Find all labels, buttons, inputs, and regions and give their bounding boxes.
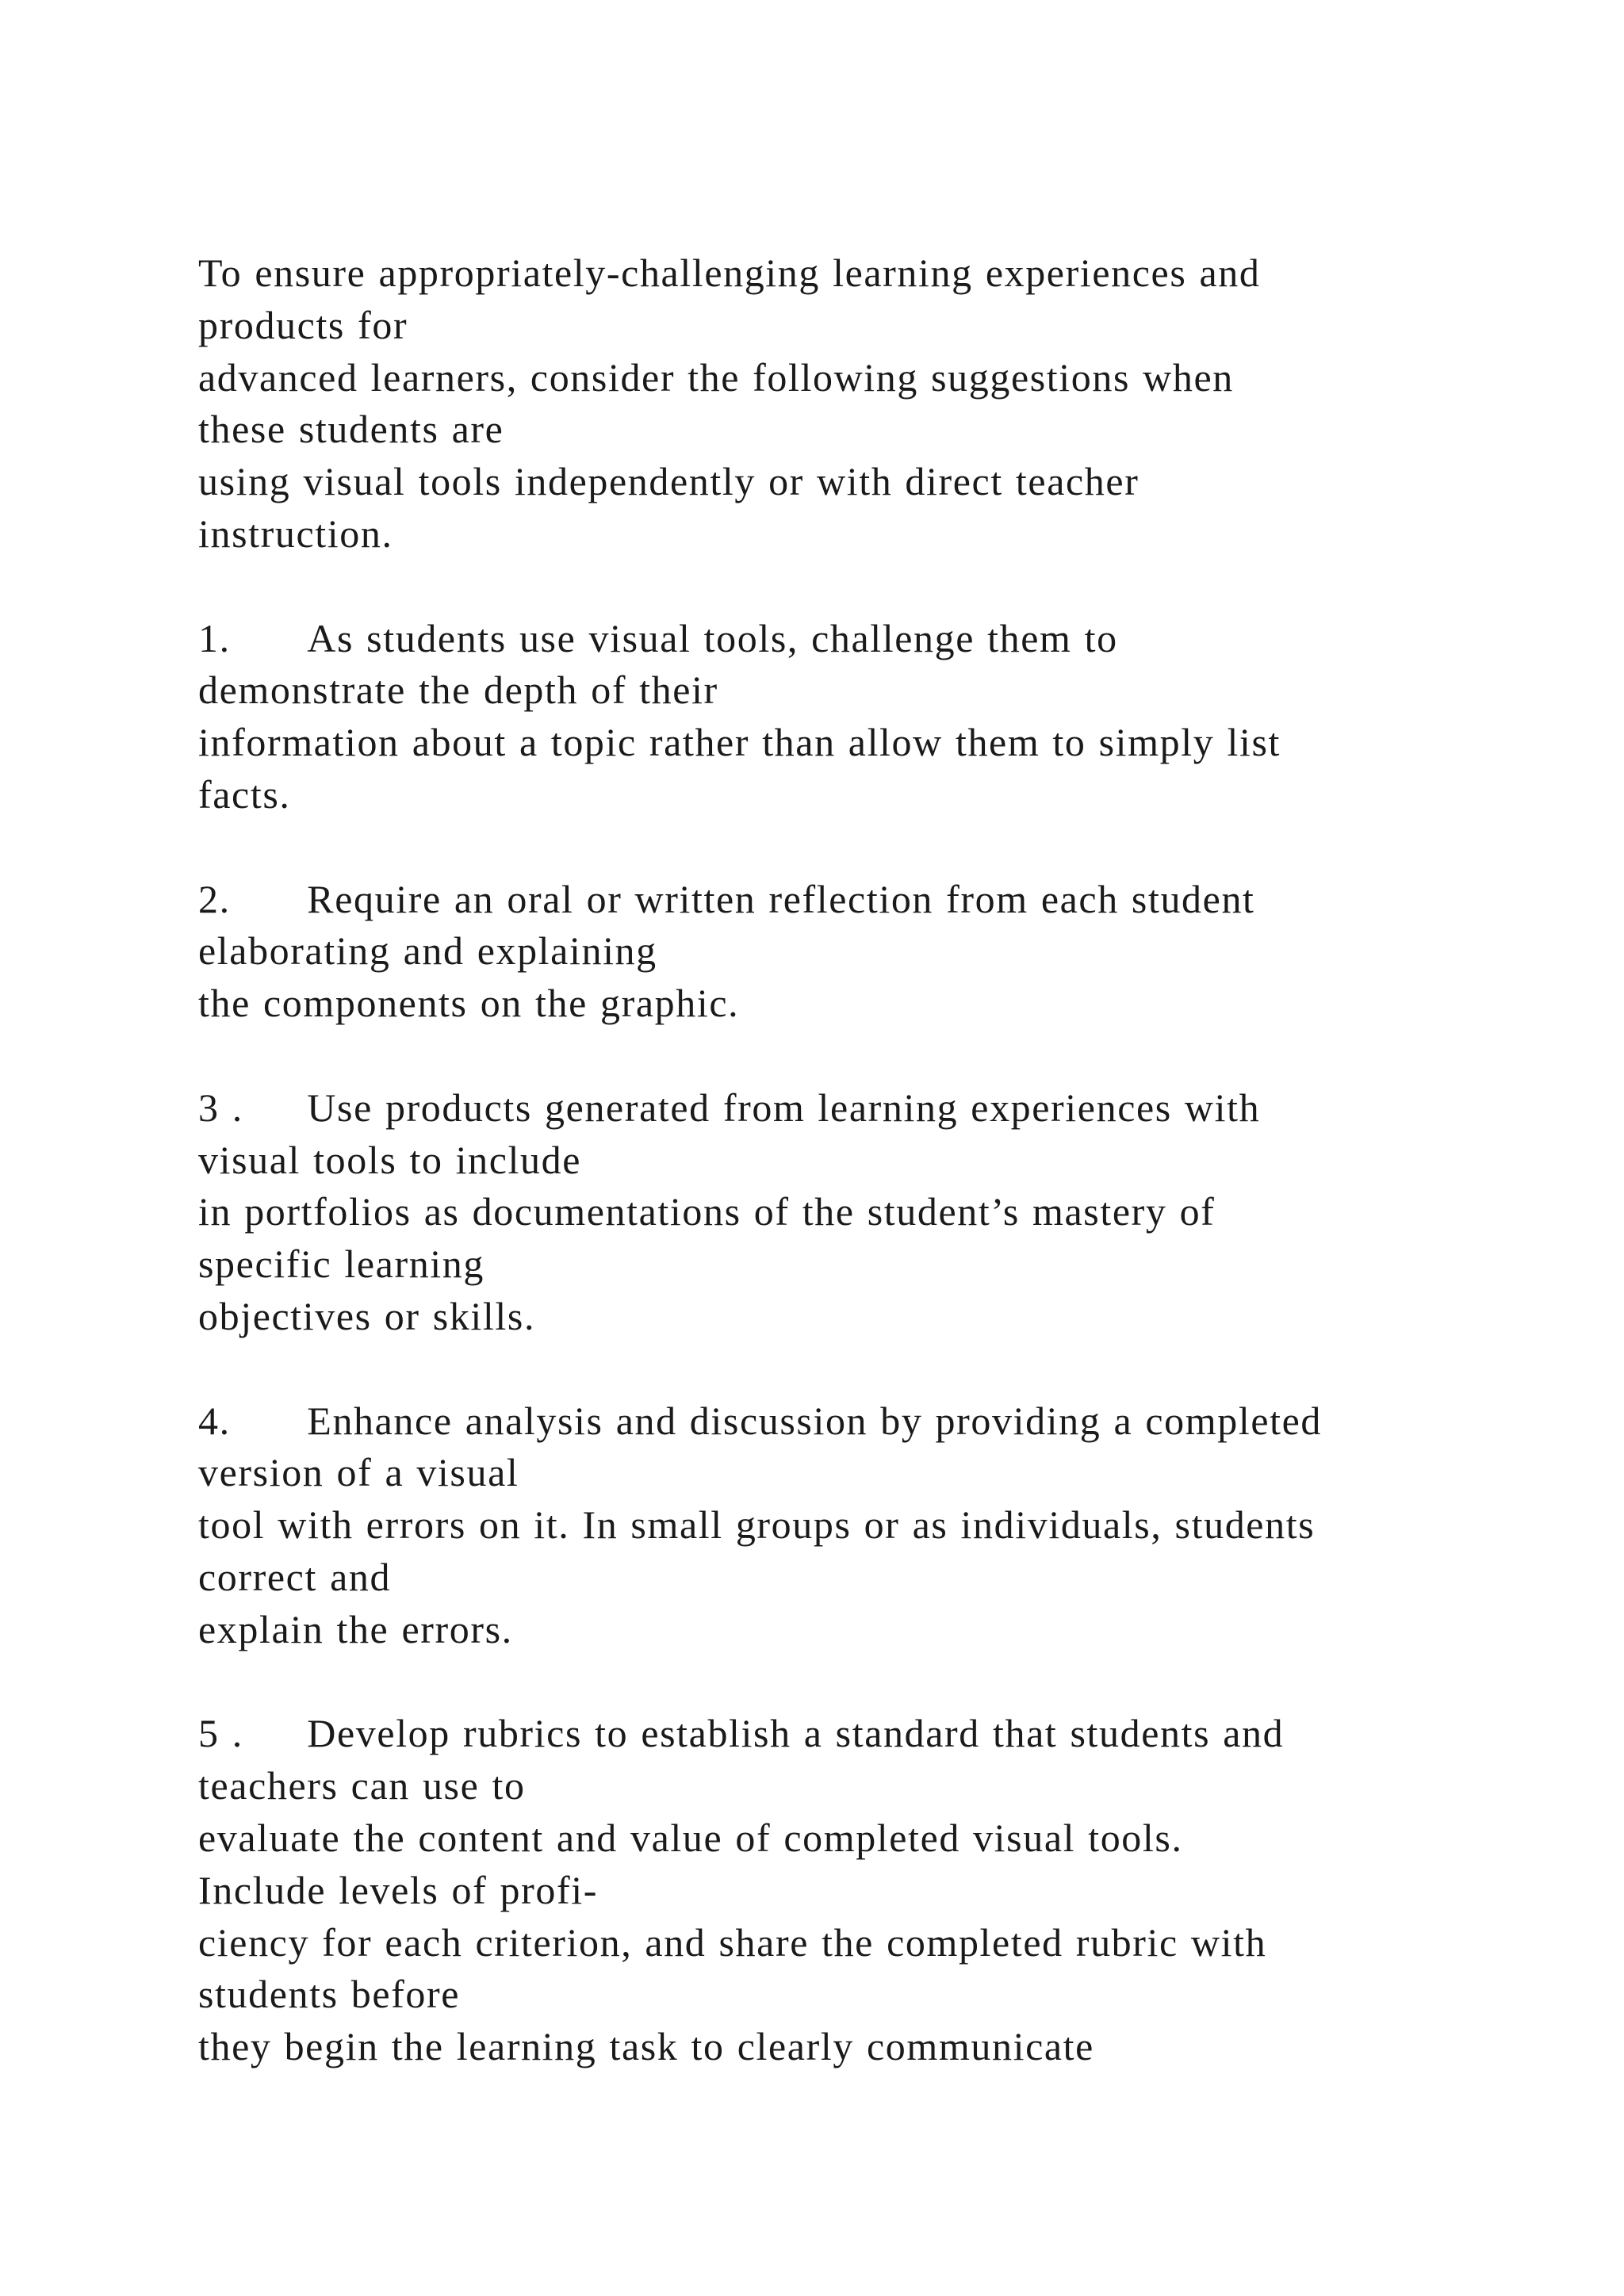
text-line: 1. As students use visual tools, challenge them to: [198, 615, 1118, 660]
text-line: facts.: [198, 771, 291, 817]
text-line: correct and: [198, 1554, 392, 1599]
text-line: version of a visual: [198, 1450, 519, 1495]
text-line: the components on the graphic.: [198, 981, 740, 1026]
text-line: demonstrate the depth of their: [198, 668, 718, 713]
text-line: using visual tools independently or with direct teacher: [198, 459, 1139, 504]
text-line: 4. Enhance analysis and discussion by providing a completed: [198, 1398, 1323, 1443]
text-line: 5 . Develop rubrics to establish a standard that students and: [198, 1711, 1285, 1756]
text-line: 3 . Use products generated from learning experiences with: [198, 1085, 1261, 1130]
paragraph-gap: [198, 561, 1507, 613]
paragraph-gap: [198, 1343, 1507, 1395]
list-item-5: [198, 1708, 1507, 2073]
text-line: these students are: [198, 407, 504, 452]
text-line: To ensure appropriately-challenging learning experiences and: [198, 251, 1261, 295]
text-line: evaluate the content and value of completed visual tools.: [198, 1815, 1183, 1860]
text-line: ciency for each criterion, and share the completed rubric with: [198, 1919, 1267, 1965]
text-line: visual tools to include: [198, 1137, 582, 1182]
text-line: they begin the learning task to clearly communicate: [198, 2024, 1094, 2069]
text-line: instruction.: [198, 511, 393, 556]
text-line: Include levels of profi-: [198, 1867, 598, 1912]
intro-paragraph: [198, 247, 1507, 561]
list-item-4: [198, 1395, 1507, 1656]
text-line: tool with errors on it. In small groups or as individuals, students: [198, 1502, 1316, 1548]
paragraph-gap: [198, 1656, 1507, 1709]
list-item-3: [198, 1082, 1507, 1343]
list-item-2: [198, 874, 1507, 1030]
text-line: products for: [198, 302, 408, 347]
text-line: 2. Require an oral or written reflection from each student: [198, 876, 1255, 921]
text-line: teachers can use to: [198, 1763, 526, 1808]
document-body: [198, 247, 1507, 2073]
list-item-1: [198, 613, 1507, 821]
paragraph-gap: [198, 1030, 1507, 1082]
text-line: advanced learners, consider the following suggestions when: [198, 354, 1234, 400]
paragraph-gap: [198, 821, 1507, 874]
text-line: information about a topic rather than allow them to simply list: [198, 720, 1281, 765]
text-line: students before: [198, 1972, 461, 2017]
text-line: explain the errors.: [198, 1606, 513, 1651]
text-line: objectives or skills.: [198, 1293, 536, 1338]
text-line: elaborating and explaining: [198, 928, 657, 974]
text-line: in portfolios as documentations of the student’s mastery of: [198, 1189, 1216, 1234]
text-line: specific learning: [198, 1242, 485, 1287]
